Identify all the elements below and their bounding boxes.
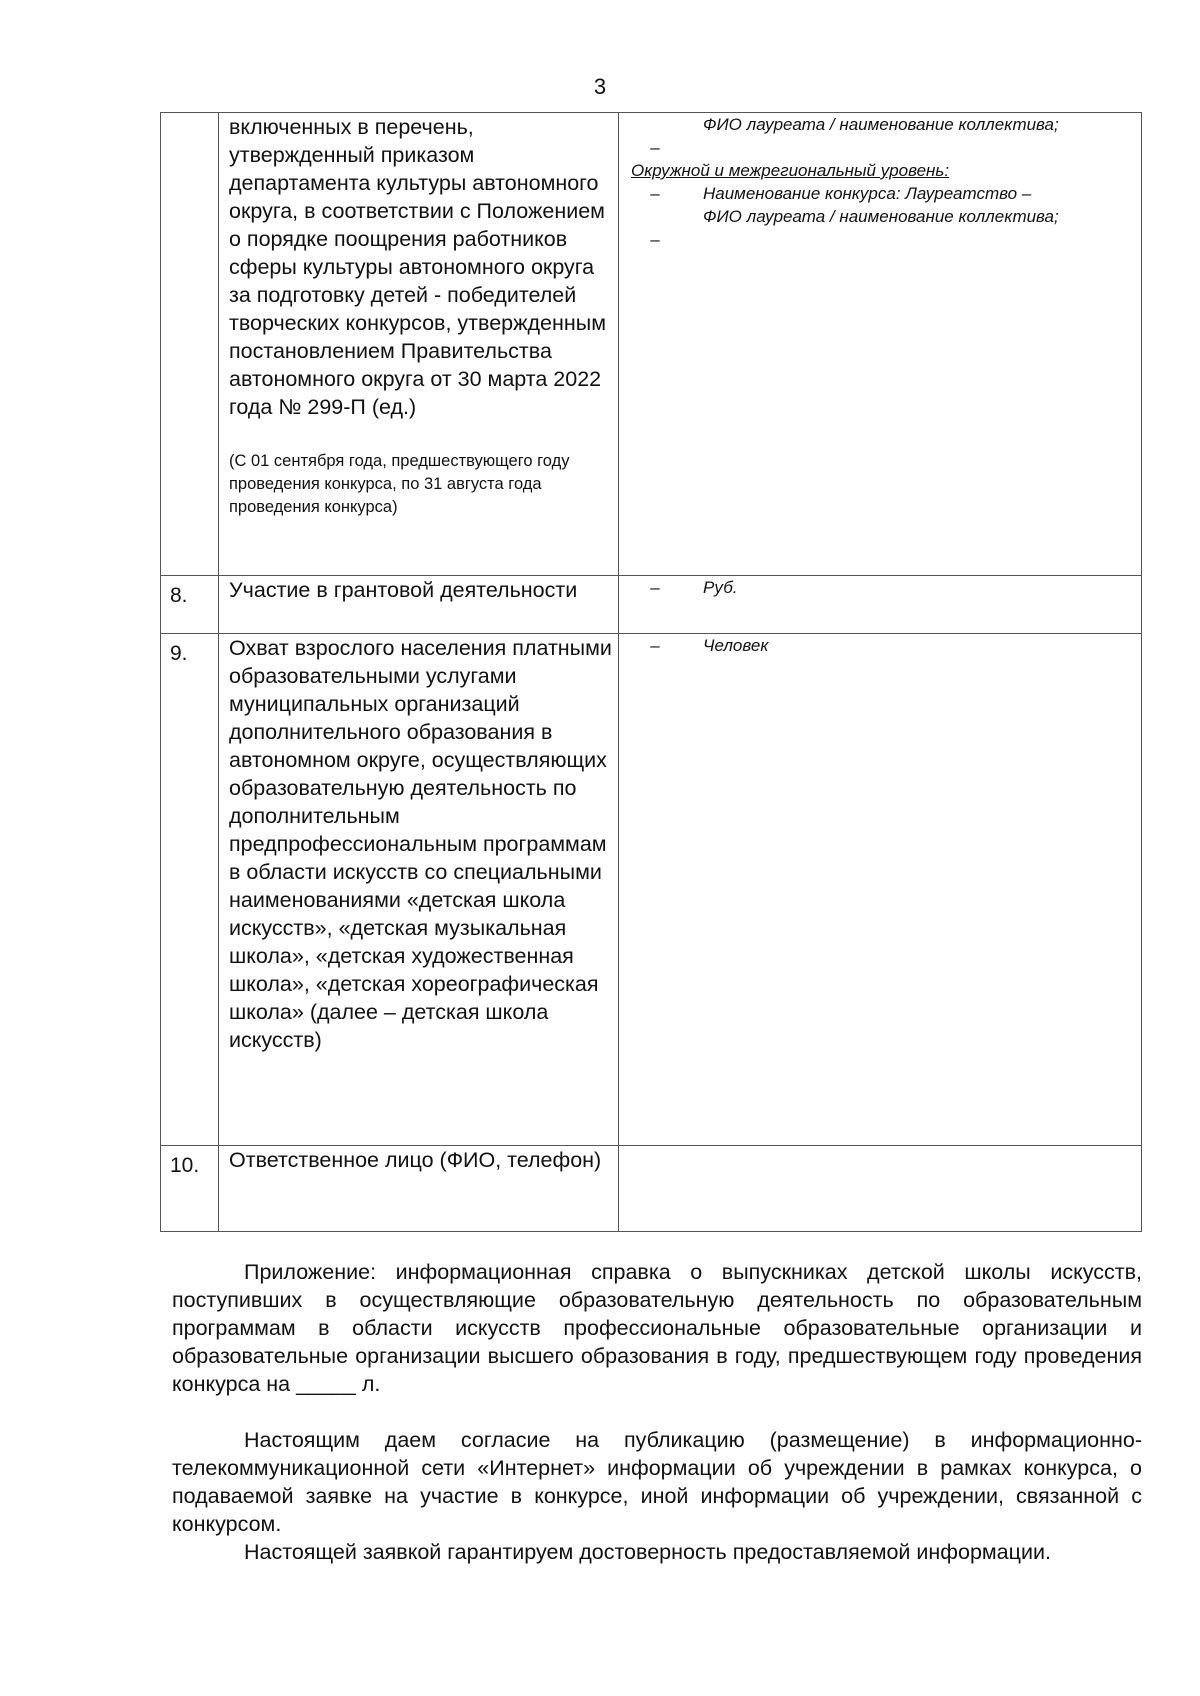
consent-paragraph (172, 1426, 1142, 1538)
indicator-cell (219, 1146, 619, 1232)
value-text: Наименование конкурса: Лауреатство – (703, 184, 1032, 203)
dash-marker: – (650, 636, 660, 655)
value-cell (619, 576, 1142, 634)
row-number: 10. (170, 1154, 200, 1177)
value-text: ФИО лауреата / наименование коллектива; (703, 115, 1059, 134)
indicator-cell (219, 576, 619, 634)
indicator-cell (219, 113, 619, 576)
dash-marker: – (650, 230, 660, 249)
row-number: 9. (170, 642, 188, 665)
dash-marker: – (650, 578, 660, 597)
indicator-description: Участие в грантовой деятельности (229, 578, 578, 602)
value-text: ФИО лауреата / наименование коллектива; (703, 207, 1059, 226)
guarantee-paragraph (172, 1538, 1142, 1566)
value-cell (619, 113, 1142, 576)
period-note: (С 01 сентября года, предшествующего году проведения конкурса, по 31 августа года проведения конкурса) (229, 452, 570, 516)
level-heading: Окружной и межрегиональный уровень: (631, 161, 950, 180)
value-text: Человек (703, 636, 769, 655)
row-number-cell (161, 1146, 219, 1232)
dash-marker: – (650, 184, 660, 203)
value-cell (619, 634, 1142, 1146)
row-number-cell (161, 634, 219, 1146)
indicator-description: включенных в перечень, утвержденный приказом департамента культуры автономного округа, в соответствии с Положением о порядке поощрения работников сферы культуры автономного округа за подготовку детей - победителей творческих конкурсов, утвержденным постановлением Правительства автономного округа от 30 марта 2022 года № 299-П (ед.) (229, 115, 606, 419)
appendix-paragraph (172, 1258, 1142, 1398)
table-row (161, 1146, 1142, 1232)
indicator-cell (219, 634, 619, 1146)
table-row (161, 634, 1142, 1146)
table-row (161, 576, 1142, 634)
consent-text: Настоящим даем согласие на публикацию (размещение) в информационно-телекоммуникационной сети «Интернет» информации об учреждении в рамках конкурса, о подаваемой заявке на участие в конкурсе, иной информации об учреждении, связанной с конкурсом. (172, 1428, 1142, 1536)
dash-marker: – (650, 138, 660, 157)
page-number: 3 (593, 74, 607, 99)
row-number: 8. (170, 584, 188, 607)
row-number-cell (161, 113, 219, 576)
indicator-description: Охват взрослого населения платными образовательными услугами муниципальных организаций дополнительного образования в автономном округе, осуществляющих образовательную деятельность по дополнительным предпрофессиональным программам в области искусств со специальными наименованиями «детская школа искусств», «детская музыкальная школа», «детская художественная школа», «детская хореографическая школа» (далее – детская школа искусств) (229, 636, 612, 1052)
application-table (160, 112, 1142, 1232)
value-text (619, 1146, 1141, 1150)
appendix-text: Приложение: информационная справка о выпускниках детской школы искусств, поступивших в осуществляющие образовательную деятельность по образовательным программам в области искусств профессиональные образовательные организации и образовательные организации высшего образования в году, предшествующем году проведения конкурса на _____ л. (172, 1260, 1142, 1396)
guarantee-text: Настоящей заявкой гарантируем достоверность предоставляемой информации. (244, 1540, 1051, 1564)
table-row (161, 113, 1142, 576)
value-text: Руб. (703, 578, 738, 597)
indicator-description: Ответственное лицо (ФИО, телефон) (229, 1148, 602, 1172)
row-number-cell (161, 576, 219, 634)
responsible-value-cell[interactable] (619, 1146, 1142, 1232)
